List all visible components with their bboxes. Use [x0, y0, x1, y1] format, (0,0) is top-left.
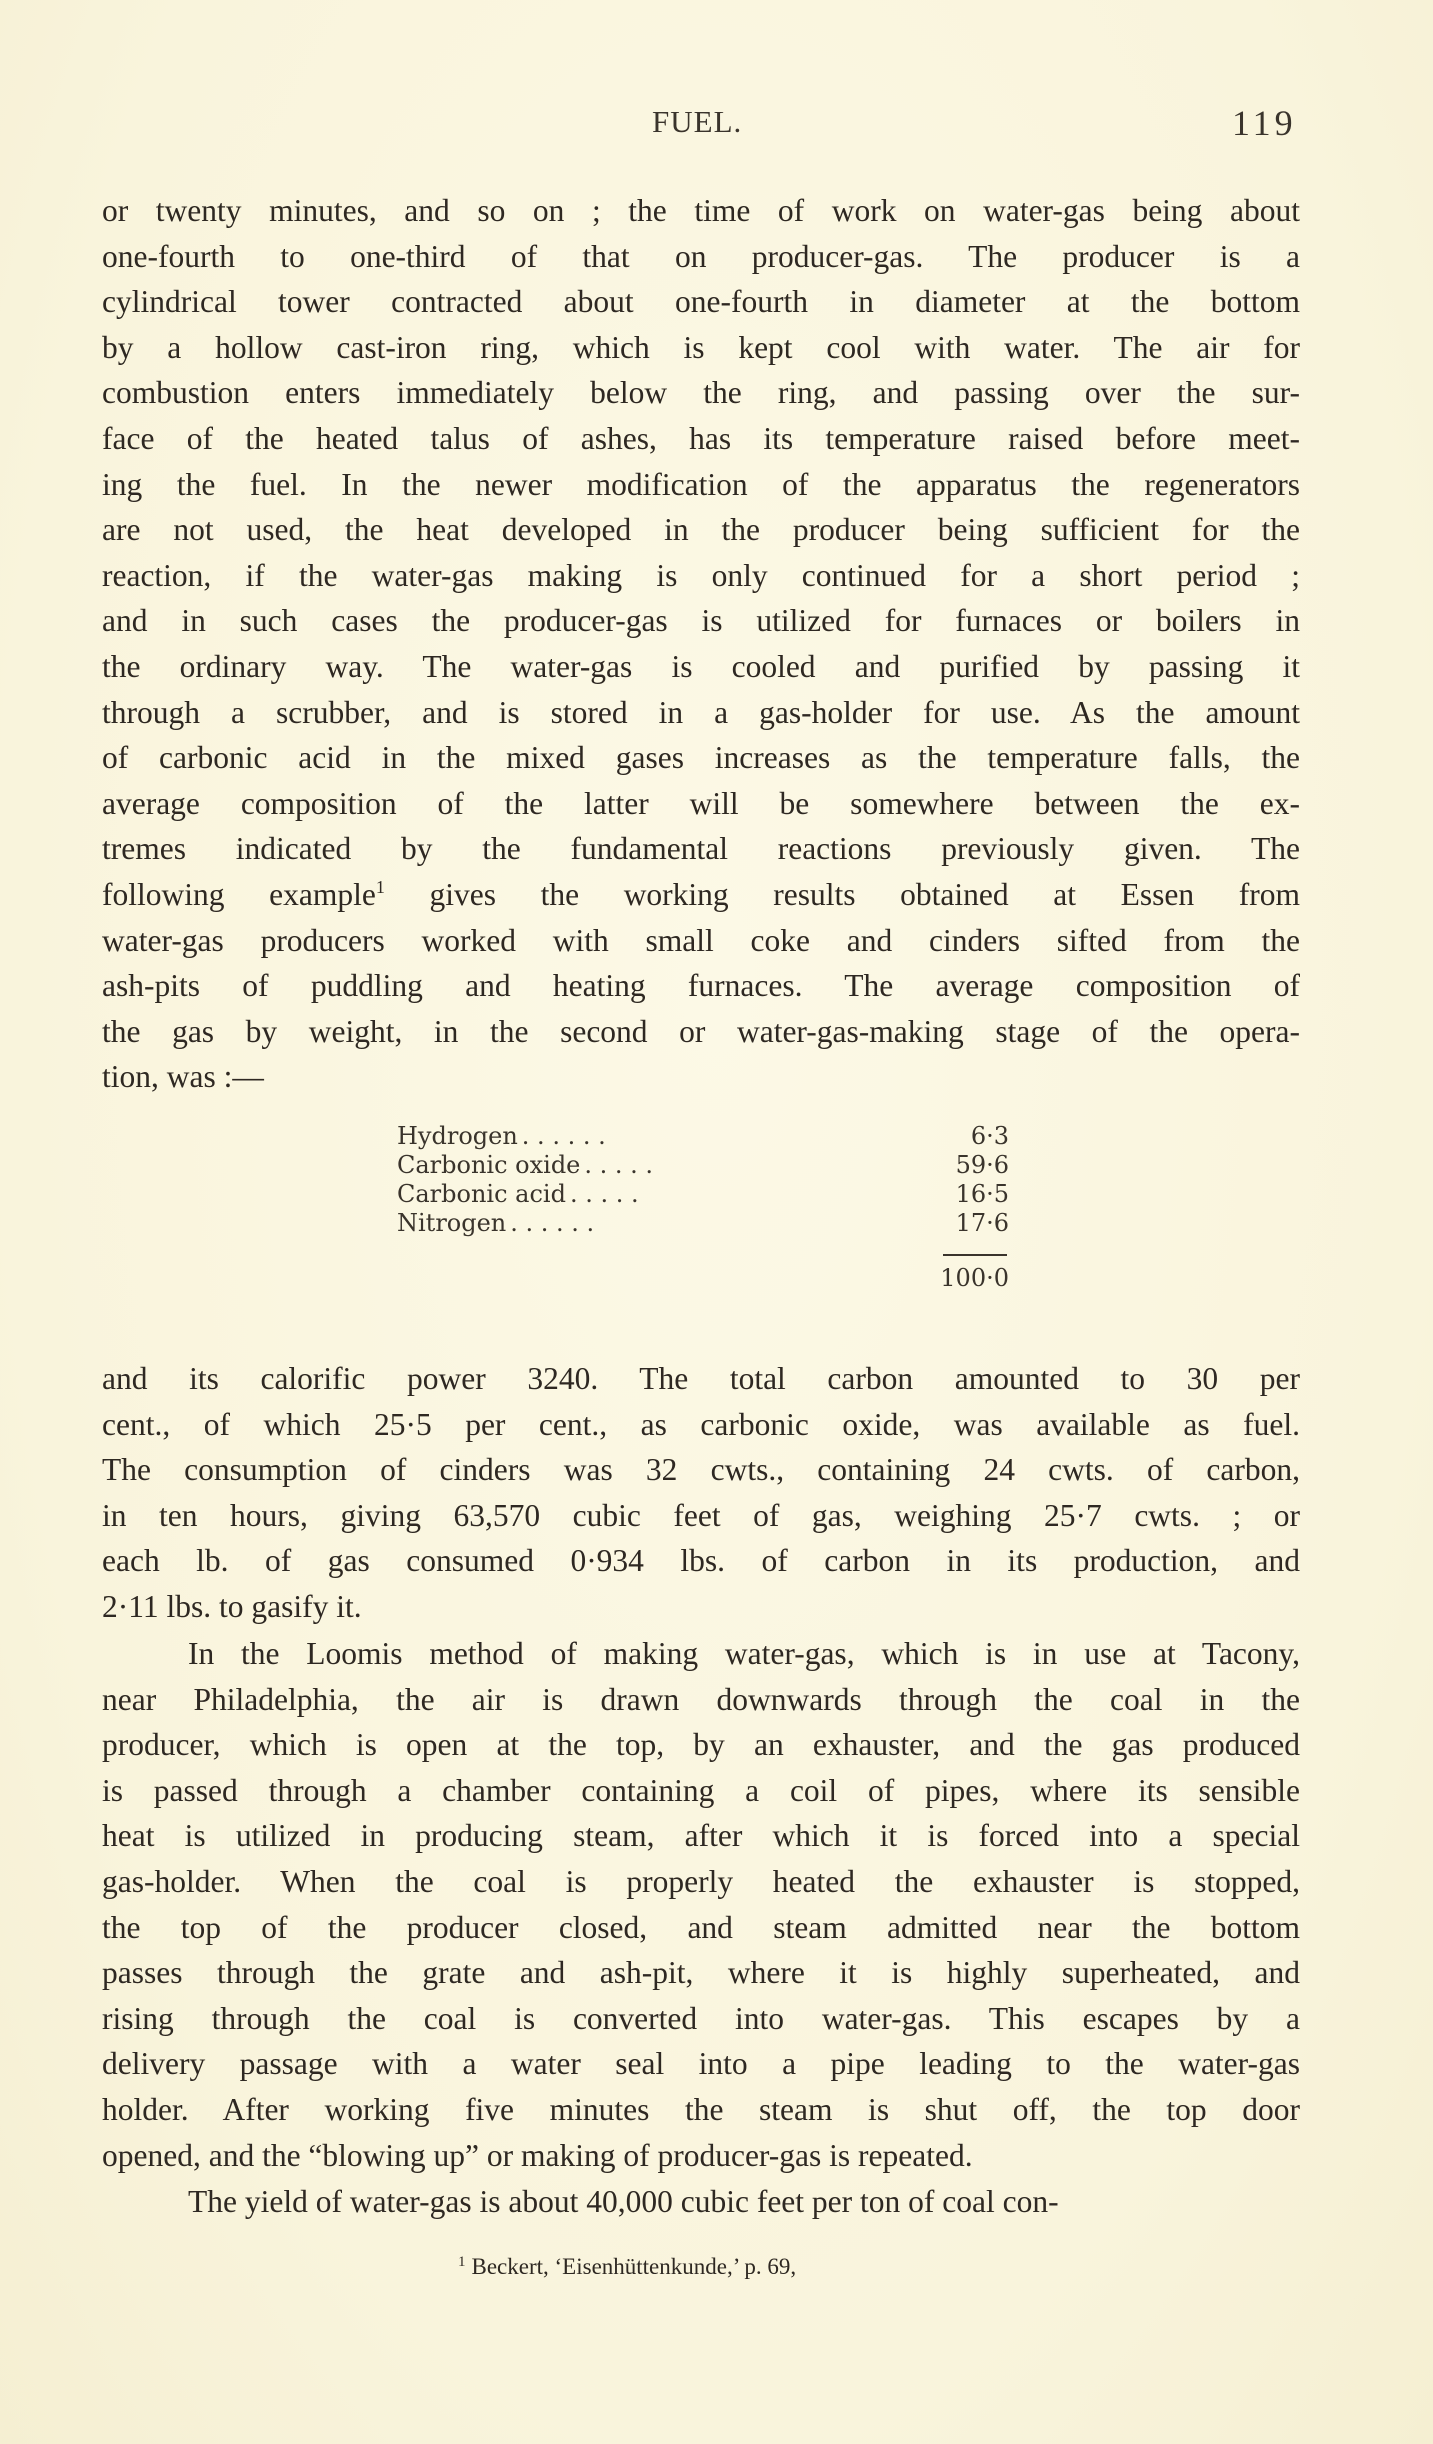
text-line: the gas by weight, in the second or water-gas-making stage of the opera- — [102, 1013, 1300, 1049]
text-line: following example$^1$ gives the working results obtained at Essen from — [102, 876, 1300, 912]
text-line: in ten hours, giving 63,570 cubic feet of gas, weighing 25·7 cwts. ; or — [102, 1497, 1300, 1533]
text-line: and in such cases the producer-gas is utilized for furnaces or boilers in — [102, 603, 1300, 639]
component-name: Carbonic oxide — [397, 1151, 581, 1179]
text-line: combustion enters immediately below the ring, and passing over the sur- — [102, 375, 1300, 411]
footnote-marker: 1 — [458, 2254, 466, 2270]
page-number: 119 — [1232, 103, 1297, 143]
text-line: the ordinary way. The water-gas is cooled and purified by passing it — [102, 648, 1300, 684]
component-value: 59·6 — [955, 1151, 1009, 1179]
text-line: holder. After working five minutes the steam is shut off, the top door — [102, 2091, 1300, 2127]
text-line: passes through the grate and ash-pit, where it is highly superheated, and — [102, 1955, 1300, 1991]
text-line: is passed through a chamber containing a coil of pipes, where its sensible — [102, 1772, 1300, 1808]
text-line: of carbonic acid in the mixed gases increases as the temperature falls, the — [102, 740, 1300, 776]
text-line: The yield of water-gas is about 40,000 cubic feet per ton of coal con- — [188, 2184, 1059, 2219]
text-line: water-gas producers worked with small coke and cinders sifted from the — [102, 922, 1300, 958]
component-value: 16·5 — [955, 1180, 1009, 1208]
text-line: 2·11 lbs. to gasify it. — [102, 1588, 362, 1624]
text-line: The consumption of cinders was 32 cwts., containing 24 cwts. of carbon, — [102, 1452, 1300, 1488]
component-value: 17·6 — [955, 1209, 1009, 1237]
footnote-text: Beckert, ‘Eisenhüttenkunde,’ p. 69, — [471, 2254, 797, 2279]
text-line: tremes indicated by the fundamental reactions previously given. The — [102, 831, 1300, 867]
table-row — [397, 1209, 1009, 1238]
text-line: reaction, if the water-gas making is only continued for a short period ; — [102, 557, 1300, 593]
total-value: 100·0 — [940, 1264, 1009, 1292]
table-row — [397, 1122, 1009, 1151]
text-line: by a hollow cast-iron ring, which is kept cool with water. The air for — [102, 329, 1300, 365]
table-row — [397, 1151, 1009, 1180]
text-line: gas-holder. When the coal is properly heated the exhauster is stopped, — [102, 1863, 1300, 1899]
text-line: face of the heated talus of ashes, has its temperature raised before meet- — [102, 420, 1300, 456]
text-line: cylindrical tower contracted about one-fourth in diameter at the bottom — [102, 284, 1300, 320]
component-name: Carbonic acid — [397, 1180, 566, 1208]
text-line: heat is utilized in producing steam, after which it is forced into a special — [102, 1818, 1300, 1854]
component-value: 6·3 — [970, 1122, 1009, 1150]
leader-dots: . . . . . — [569, 1180, 639, 1208]
footnote-reference: 1 — [375, 876, 385, 897]
component-name: Hydrogen — [397, 1122, 518, 1150]
text-line: one-fourth to one-third of that on producer-gas. The producer is a — [102, 238, 1300, 274]
leader-dots: . . . . . . — [521, 1122, 606, 1150]
text-line: In the Loomis method of making water-gas, which is in use at Tacony, — [188, 1636, 1300, 1671]
text-line: average composition of the latter will be somewhere between the ex- — [102, 785, 1300, 821]
leader-dots: . . . . . . — [510, 1209, 595, 1237]
footnote — [458, 2254, 796, 2280]
text-line: near Philadelphia, the air is drawn downwards through the coal in the — [102, 1681, 1300, 1717]
running-head — [0, 104, 1433, 164]
paragraph-4 — [102, 2179, 1300, 2225]
text-line: rising through the coal is converted into water-gas. This escapes by a — [102, 2000, 1300, 2036]
text-line: and its calorific power 3240. The total carbon amounted to 30 per — [102, 1361, 1300, 1396]
text-line: each lb. of gas consumed 0·934 lbs. of carbon in its production, and — [102, 1543, 1300, 1579]
text-line: through a scrubber, and is stored in a gas-holder for use. As the amount — [102, 694, 1300, 730]
paragraph-1 — [102, 188, 1300, 1100]
text-line: are not used, the heat developed in the producer being sufficient for the — [102, 512, 1300, 548]
running-title: FUEL. — [652, 104, 743, 139]
text-line: or twenty minutes, and so on ; the time of work on water-gas being about — [102, 193, 1300, 228]
text-line: ing the fuel. In the newer modification of the apparatus the regenerators — [102, 466, 1300, 502]
text-line: delivery passage with a water seal into a pipe leading to the water-gas — [102, 2046, 1300, 2082]
text-line: opened, and the “blowing up” or making of producer-gas is repeated. — [102, 2137, 973, 2173]
text-line: the top of the producer closed, and steam admitted near the bottom — [102, 1909, 1300, 1945]
component-name: Nitrogen — [397, 1209, 507, 1237]
gas-composition-table — [397, 1122, 1009, 1298]
leader-dots: . . . . . — [584, 1151, 654, 1179]
table-row — [397, 1180, 1009, 1209]
paragraph-2 — [102, 1356, 1300, 1630]
text-line: ash-pits of puddling and heating furnaces. The average composition of — [102, 968, 1300, 1004]
sum-rule — [943, 1254, 1007, 1256]
text-line: producer, which is open at the top, by an exhauster, and the gas produced — [102, 1727, 1300, 1763]
text-line: tion, was :— — [102, 1059, 264, 1095]
text-line: cent., of which 25·5 per cent., as carbonic oxide, was available as fuel. — [102, 1406, 1300, 1442]
table-total-row — [397, 1258, 1009, 1298]
paragraph-3 — [102, 1631, 1300, 2178]
